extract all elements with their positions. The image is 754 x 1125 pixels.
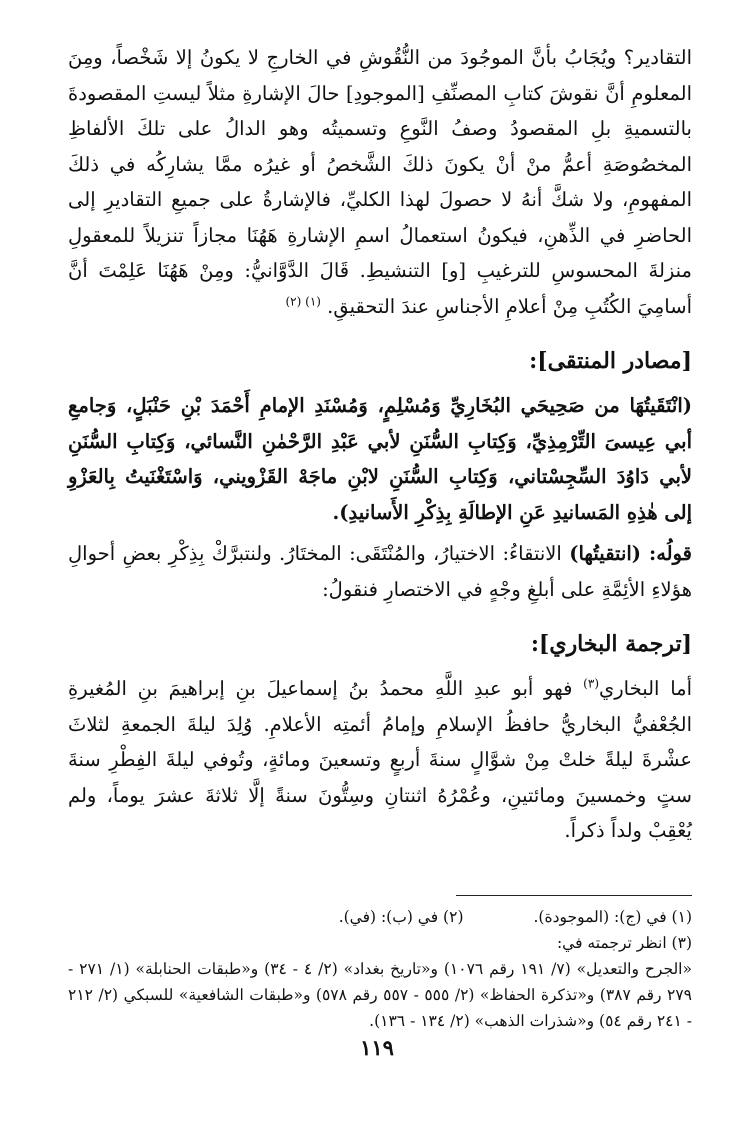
intro-paragraph xyxy=(68,40,692,324)
sharh-text: الانتقاءُ: الاختيارُ، والمُنْتَقَى: المختَارُ. ولنتبرَّكْ بِذِكْرِ بعضِ أحوالِ هؤلاءِ الأئِمَّةِ على أبلغِ وجْهٍ في الاختصارِ فنقولُ: xyxy=(68,542,692,601)
sharh-lead: قولُه: (انتقيتُها) xyxy=(569,542,692,565)
footnote-mark-2: (٢) xyxy=(285,294,302,308)
section-heading-bukhari: [ترجمة البخاري]: xyxy=(530,631,692,657)
section-heading-masadir: [مصادر المنتقى]: xyxy=(529,348,692,374)
intro-paragraph-text: التقادير؟ ويُجَابُ بأنَّ الموجُودَ من النُّقُوشِ في الخارجِ لا يكونُ إلا شَخْصاً، ومِنَ المعلومِ أنَّ نقوشَ كتابِ المصنِّفِ [الموجودِ] حالَ الإشارةِ مثلاً ليستِ المقصودةَ بالتسميةِ بلِ المقصودُ وصفُ النَّوعِ وتسميتُه وهو الدالُ على تلكَ الألفاظِ المخصُوصَةِ أعمُّ منْ أنْ يكونَ ذلكَ الشَّخصُ أو غيرُه ممَّا يشارِكُه في ذلكَ المفهومِ، ولا شكَّ أنهُ لا حصولَ لهذا الكليِّ، فالإشارةُ على جميعِ التقاديرِ إلى الحاضرِ في الذِّهنِ، فيكونُ استعمالُ اسمِ الإشارةِ هَهُنَا مجازاً تنزيلاً للمعقولِ منزلةَ المحسوسِ للترغيبِ [و] التنشيطِ. قَالَ الدَّوَّانيُّ: ومِنْ هَهُنَا عَلِمْتَ أنَّ أسامِيَ الكُتُبِ مِنْ أعلامِ الأجناسِ عندَ التحقيقِ. xyxy=(68,46,692,318)
footnote-1: (١) في (ج): (الموجودة). xyxy=(533,907,692,926)
footnote-3: (٣) انظر ترجمته في: xyxy=(556,933,692,952)
footnote-row-1 xyxy=(68,904,692,930)
bukhari-paragraph-start: أما البخاري xyxy=(599,677,692,700)
bukhari-paragraph-rest: فهو أبو عبدِ اللَّهِ محمدُ بنُ إسماعيلَ بنِ إبراهيمَ بنِ المُغيرةِ الجُعْفيُّ البخاريُّ حافظُ الإسلامِ وإمامُ أئمتِه الأعلامِ. وُلِدَ ليلةَ الجمعةِ لثلاثَ عشْرةَ ليلةً خلتْ مِنْ شوَّالٍ سنةَ أربعٍ وتسعينَ ومائةٍ، وتُوفي ليلةَ الفِطْرِ سنةَ ستٍ وخمسينَ ومائتينِ، وعُمْرُهُ اثنتانِ وسِتُّونَ سنةً إلَّا ثلاثةَ عشرَ يوماً، ولم يُعْقِبْ ولداً ذكراً. xyxy=(68,677,692,842)
page-number: ١١٩ xyxy=(360,1035,394,1060)
footnote-divider xyxy=(456,895,692,896)
footnote-mark-3: (٣) xyxy=(583,676,599,691)
footnote-mark-1: (١) xyxy=(305,294,321,308)
bukhari-paragraph xyxy=(68,671,692,849)
sharh-paragraph xyxy=(68,536,692,607)
footnotes xyxy=(68,904,692,1034)
footnote-marks-intro xyxy=(285,294,320,308)
matn-masadir: (انْتَقَيتُهَا من صَحِيحَي البُخَارِيِّ وَمُسْلِمٍ، وَمُسْنَدِ الإمامِ أَحْمَدَ بْنِ حَنْبَلٍ، وَجامعِ أبي عِيسىَ التِّرْمِذِيِّ، وَكِتابِ السُّنَنِ لأبي عَبْدِ الرَّحْمٰنِ النَّسائي، وَكِتابِ السُّنَنِ لأبي دَاوُدَ السِّجِسْتاني، وَكِتابِ السُّنَنِ لابْنِ ماجَهْ القَزْويني، وَاسْتَغْنَيتُ بِالعَزْوِ إلى هٰذِهِ المَسانيدِ عَنِ الإطالَةِ بِذِكْرِ الأَسانيدِ). xyxy=(68,394,692,524)
footnote-2: (٢) في (ب): (في). xyxy=(338,907,464,926)
footnote-3-references: «الجرح والتعديل» (٧/ ١٩١ رقم ١٠٧٦) و«تاريخ بغداد» (٢/ ٤ - ٣٤) و«طبقات الحنابلة» (١/ ٢٧١ - ٢٧٩ رقم ٣٨٧) و«تذكرة الحفاظ» (٢/ ٥٥٥ - ٥٥٧ رقم ٥٧٨) و«طبقات الشافعية» للسبكي (٢/ ٢١٢ - ٢٤١ رقم ٥٤) و«شذرات الذهب» (٢/ ١٣٤ - ١٣٦). xyxy=(68,959,692,1030)
